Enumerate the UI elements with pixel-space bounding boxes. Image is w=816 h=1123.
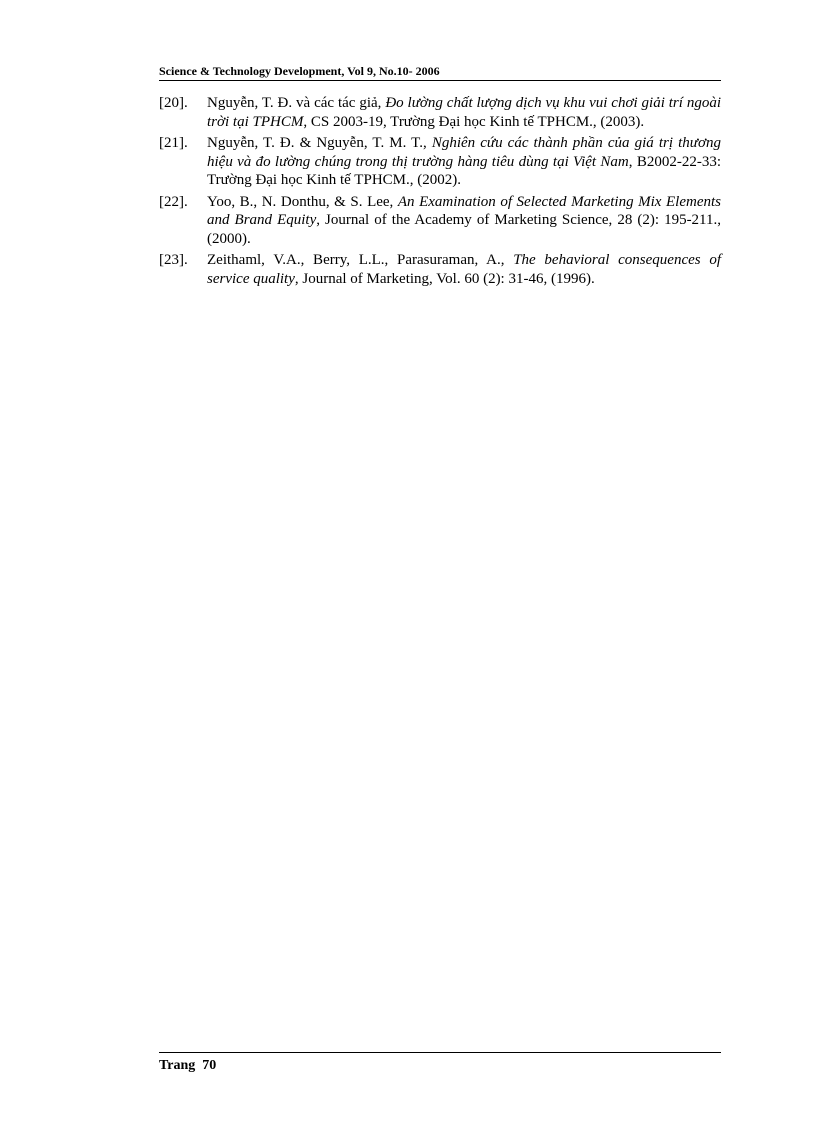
reference-details: , Journal of Marketing, Vol. 60 (2): 31-46, (1996). bbox=[294, 270, 595, 287]
reference-item bbox=[159, 94, 721, 131]
reference-list bbox=[159, 94, 721, 291]
header-divider bbox=[159, 80, 721, 81]
reference-text bbox=[207, 94, 721, 131]
reference-text bbox=[207, 251, 721, 288]
reference-title: Nghiên cứu các thành phần của giá trị thương hiệu và đo lường chúng trong thị trường hàng tiêu dùng tại Việt Nam bbox=[207, 135, 721, 170]
reference-details: , Journal of the Academy of Marketing Science, 28 (2): 195-211., (2000). bbox=[207, 212, 722, 247]
reference-text bbox=[207, 193, 721, 249]
reference-number: [21]. bbox=[159, 135, 188, 151]
page-header bbox=[159, 64, 721, 82]
page-number: Trang 70 bbox=[159, 1058, 217, 1073]
reference-details: , CS 2003-19, Trường Đại học Kinh tế TPHCM., (2003). bbox=[303, 113, 645, 130]
reference-authors: Nguyễn, T. Đ. & Nguyễn, T. M. T., bbox=[207, 135, 432, 151]
reference-authors: Zeithaml, V.A., Berry, L.L., Parasuraman, A., bbox=[207, 252, 514, 268]
reference-authors: Yoo, B., N. Donthu, & S. Lee, bbox=[207, 193, 398, 210]
reference-title: An Examination of Selected Marketing Mix Elements and Brand Equity bbox=[207, 193, 722, 228]
reference-number: [20]. bbox=[159, 95, 188, 111]
reference-item bbox=[159, 193, 721, 249]
reference-title: The behavioral consequences of service quality bbox=[207, 252, 721, 287]
reference-number: [22]. bbox=[159, 193, 188, 210]
reference-item bbox=[159, 251, 721, 288]
reference-item bbox=[159, 134, 721, 190]
reference-text bbox=[207, 134, 721, 190]
reference-authors: Nguyễn, T. Đ. và các tác giả, bbox=[207, 95, 386, 111]
reference-number: [23]. bbox=[159, 252, 188, 268]
reference-details: , B2002-22-33: Trường Đại học Kinh tế TPHCM., (2002). bbox=[207, 153, 721, 188]
footer-divider bbox=[159, 1052, 721, 1053]
journal-header-title: Science & Technology Development, Vol 9, No.10- 2006 bbox=[159, 64, 440, 78]
reference-title: Đo lường chất lượng dịch vụ khu vui chơi giải trí ngoài trời tại TPHCM bbox=[207, 95, 721, 130]
